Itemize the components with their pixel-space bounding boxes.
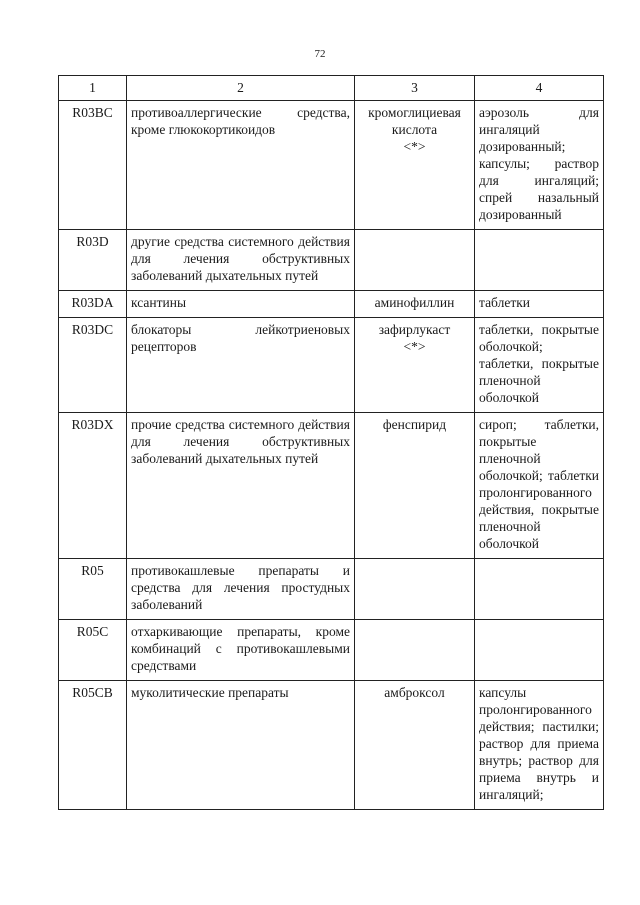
inn-note: <*> [403, 339, 426, 354]
drug-inn [355, 318, 475, 413]
drug-table [58, 75, 604, 810]
group-name: прочие средства системного действия для лечения обструктивных заболеваний дыхательных путей [127, 413, 355, 559]
page-number: 72 [314, 48, 326, 60]
atc-code: R03BC [59, 101, 127, 230]
drug-inn [355, 230, 475, 291]
atc-code: R03DX [59, 413, 127, 559]
drug-inn [355, 101, 475, 230]
dosage-forms: таблетки, покрытые оболочкой; таблетки, покрытые пленочной оболочкой [475, 318, 604, 413]
drug-inn [355, 681, 475, 810]
drug-inn [355, 620, 475, 681]
drug-inn [355, 291, 475, 318]
atc-code: R03D [59, 230, 127, 291]
dosage-forms [475, 620, 604, 681]
header-inn: 3 [355, 76, 475, 101]
drug-inn [355, 559, 475, 620]
table-row [59, 413, 604, 559]
group-name: другие средства системного действия для лечения обструктивных заболеваний дыхательных путей [127, 230, 355, 291]
atc-code: R05C [59, 620, 127, 681]
dosage-forms: аэрозоль для ингаляций дозированный; капсулы; раствор для ингаляций; спрей назальный дозированный [475, 101, 604, 230]
atc-code: R03DA [59, 291, 127, 318]
dosage-forms [475, 559, 604, 620]
table-row [59, 318, 604, 413]
group-name: отхаркивающие препараты, кроме комбинаций с противокашлевыми средствами [127, 620, 355, 681]
table-row [59, 230, 604, 291]
dosage-forms: сироп; таблетки, покрытые пленочной оболочкой; таблетки пролонгированного действия, покрытые пленочной оболочкой [475, 413, 604, 559]
table-row [59, 620, 604, 681]
inn-text: кромоглициевая кислота [368, 105, 461, 137]
table-row [59, 559, 604, 620]
table-row [59, 291, 604, 318]
header-row [59, 76, 604, 101]
group-name: муколитические препараты [127, 681, 355, 810]
dosage-forms: таблетки [475, 291, 604, 318]
table-row [59, 101, 604, 230]
dosage-forms: капсулы пролонгированного действия; пастилки; раствор для приема внутрь; раствор для приема внутрь и ингаляций; [475, 681, 604, 810]
group-name: ксантины [127, 291, 355, 318]
header-name: 2 [127, 76, 355, 101]
atc-code: R05CB [59, 681, 127, 810]
inn-text: аминофиллин [374, 295, 455, 310]
inn-text: зафирлукаст [378, 322, 451, 337]
drug-inn [355, 413, 475, 559]
dosage-forms [475, 230, 604, 291]
group-name: блокаторы лейкотриеновых рецепторов [127, 318, 355, 413]
atc-code: R03DC [59, 318, 127, 413]
inn-note: <*> [403, 139, 426, 154]
atc-code: R05 [59, 559, 127, 620]
group-name: противокашлевые препараты и средства для лечения простудных заболеваний [127, 559, 355, 620]
header-code: 1 [59, 76, 127, 101]
group-name: противоаллергические средства, кроме глюкокортикоидов [127, 101, 355, 230]
inn-text: фенспирид [382, 417, 447, 432]
inn-text: амброксол [384, 685, 445, 700]
header-forms: 4 [475, 76, 604, 101]
table-row [59, 681, 604, 810]
